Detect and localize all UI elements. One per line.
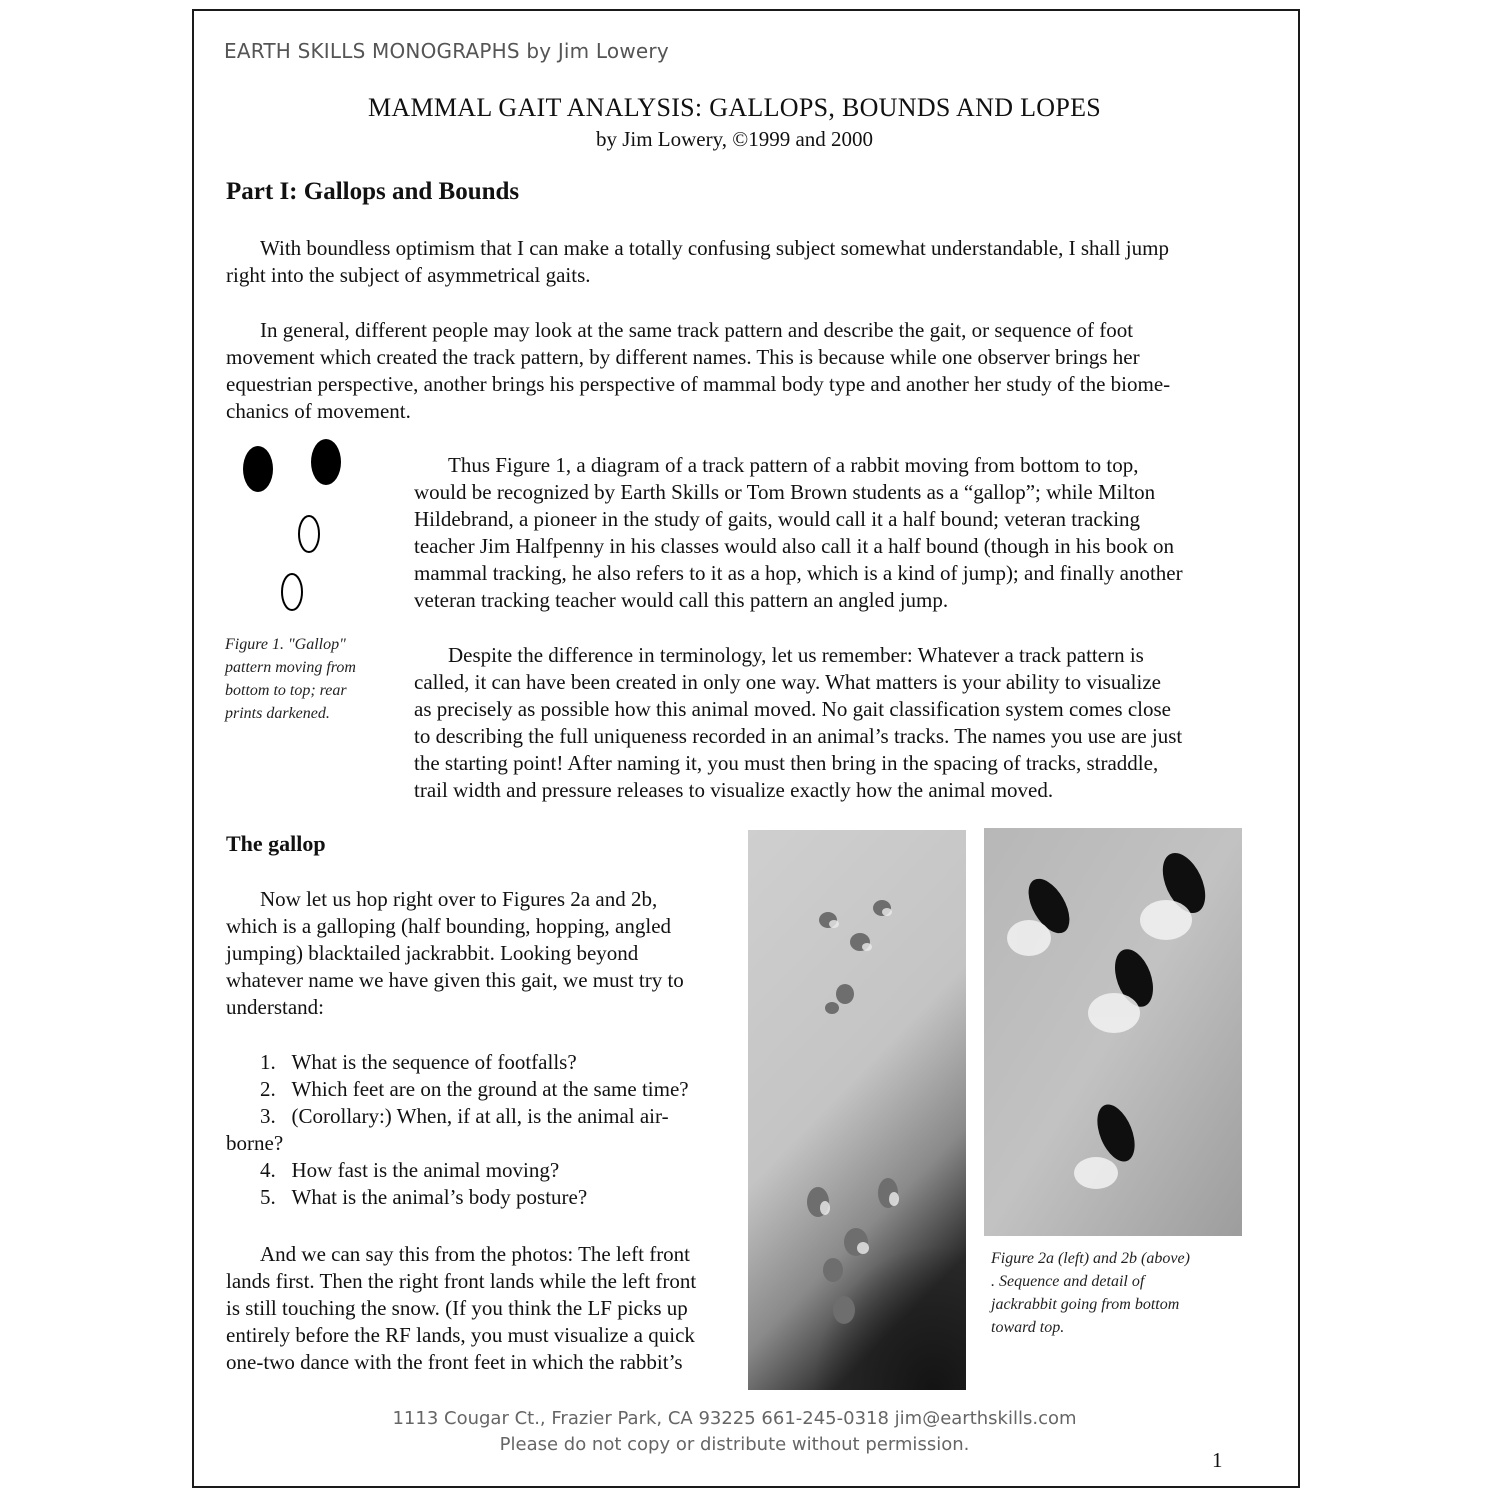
text-line: veteran tracking teacher would call this pattern an angled jump. (414, 588, 949, 612)
text-line: right into the subject of asymmetrical gaits. (226, 263, 591, 287)
monograph-page (192, 9, 1300, 1488)
intro-paragraph-2 (226, 317, 1271, 425)
text-line: teacher Jim Halfpenny in his classes would also call it a half bound (though in his book on (414, 534, 1174, 558)
list-number: 1. (260, 1050, 276, 1074)
caption-line: prints darkened. (225, 705, 330, 722)
text-line: jumping) blacktailed jackrabbit. Looking beyond (226, 941, 639, 965)
text-line: chanics of movement. (226, 399, 411, 423)
series-header: EARTH SKILLS MONOGRAPHS by Jim Lowery (224, 39, 669, 63)
front-track-left (282, 574, 302, 610)
intro-paragraph-1 (226, 235, 1266, 289)
text-line: to describing the full uniqueness recorded in an animal’s tracks. The names you use are just (414, 724, 1183, 748)
text-line: With boundless optimism that I can make a totally confusing subject somewhat understandable, I shall jump (260, 236, 1169, 260)
list-item (226, 1049, 746, 1076)
text-line: called, it can have been created in only one way. What matters is your ability to visualize (414, 670, 1161, 694)
caption-line: bottom to top; rear (225, 682, 347, 699)
list-text: What is the sequence of footfalls? (291, 1050, 577, 1074)
list-text: How fast is the animal moving? (291, 1158, 560, 1182)
side-paragraph-1 (414, 452, 1274, 614)
part-heading: Part I: Gallops and Bounds (226, 178, 520, 205)
text-line: And we can say this from the photos: The left front (260, 1242, 691, 1266)
text-line: Now let us hop right over to Figures 2a and 2b, (260, 887, 658, 911)
list-item (226, 1103, 746, 1130)
text-line: lands first. Then the right front lands while the left front (226, 1269, 697, 1293)
list-item (226, 1184, 746, 1211)
byline: by Jim Lowery, ©1999 and 2000 (595, 127, 874, 151)
text-line: understand: (226, 995, 324, 1019)
question-list (226, 1049, 746, 1211)
text-line: equestrian perspective, another brings his perspective of mammal body type and another her study of the biome- (226, 372, 1171, 396)
figure1-caption (225, 633, 356, 725)
rear-track-left (243, 446, 273, 492)
list-number: 2. (260, 1077, 276, 1101)
gallop-paragraph (226, 886, 746, 1021)
text-line: mammal tracking, he also refers to it as a hop, which is a kind of jump); and finally another (414, 561, 1183, 585)
caption-line: Figure 1. "Gallop" (225, 636, 346, 653)
text-line: movement which created the track pattern, by different names. This is because while one observer brings her (226, 345, 1140, 369)
text-line: Thus Figure 1, a diagram of a track pattern of a rabbit moving from bottom to top, (448, 453, 1139, 477)
text-line: Hildebrand, a pioneer in the study of gaits, would call it a half bound; veteran tracking (414, 507, 1141, 531)
list-text: (Corollary:) When, if at all, is the animal air- (291, 1104, 669, 1128)
list-text: What is the animal’s body posture? (291, 1185, 588, 1209)
list-item-continuation (226, 1130, 746, 1157)
text-line: trail width and pressure releases to visualize exactly how the animal moved. (414, 778, 1054, 802)
list-number: 4. (260, 1158, 276, 1182)
list-item (226, 1076, 746, 1103)
list-item (226, 1157, 746, 1184)
text-line: one-two dance with the front feet in which the rabbit’s (226, 1350, 683, 1374)
figure2b-photo (984, 828, 1242, 1236)
figure2-caption (991, 1247, 1190, 1339)
caption-line: toward top. (991, 1319, 1065, 1336)
caption-line: pattern moving from (225, 659, 356, 676)
gallop-heading: The gallop (226, 831, 326, 856)
text-line: the starting point! After naming it, you must then bring in the spacing of tracks, straddle, (414, 751, 1159, 775)
text-line: would be recognized by Earth Skills or Tom Brown students as a “gallop”; while Milton (414, 480, 1156, 504)
text-line: entirely before the RF lands, you must visualize a quick (226, 1323, 695, 1347)
figure1-track-diagram (234, 439, 354, 619)
list-text: borne? (226, 1131, 284, 1155)
rear-track-right (311, 439, 341, 485)
front-track-right (299, 516, 319, 552)
caption-line: . Sequence and detail of (991, 1273, 1145, 1290)
text-line: which is a galloping (half bounding, hopping, angled (226, 914, 672, 938)
text-line: is still touching the snow. (If you think the LF picks up (226, 1296, 688, 1320)
text-line: whatever name we have given this gait, we must try to (226, 968, 684, 992)
caption-line: jackrabbit going from bottom (991, 1296, 1180, 1313)
footer-notice: Please do not copy or distribute without permission. (499, 1434, 970, 1455)
photo-paragraph (226, 1241, 746, 1376)
caption-line: Figure 2a (left) and 2b (above) (991, 1250, 1190, 1267)
side-paragraph-2 (414, 642, 1274, 804)
figure2a-photo (748, 830, 966, 1390)
page-number: 1 (1212, 1448, 1223, 1472)
list-number: 5. (260, 1185, 276, 1209)
text-line: In general, different people may look at the same track pattern and describe the gait, or sequence of foot (260, 318, 1134, 342)
text-line: as precisely as possible how this animal moved. No gait classification system comes close (414, 697, 1172, 721)
text-line: Despite the difference in terminology, let us remember: Whatever a track pattern is (448, 643, 1144, 667)
list-number: 3. (260, 1104, 276, 1128)
document-title: MAMMAL GAIT ANALYSIS: GALLOPS, BOUNDS AND LOPES (367, 93, 1102, 122)
list-text: Which feet are on the ground at the same time? (291, 1077, 689, 1101)
footer-address: 1113 Cougar Ct., Frazier Park, CA 93225 661-245-0318 jim@earthskills.com (392, 1408, 1077, 1429)
